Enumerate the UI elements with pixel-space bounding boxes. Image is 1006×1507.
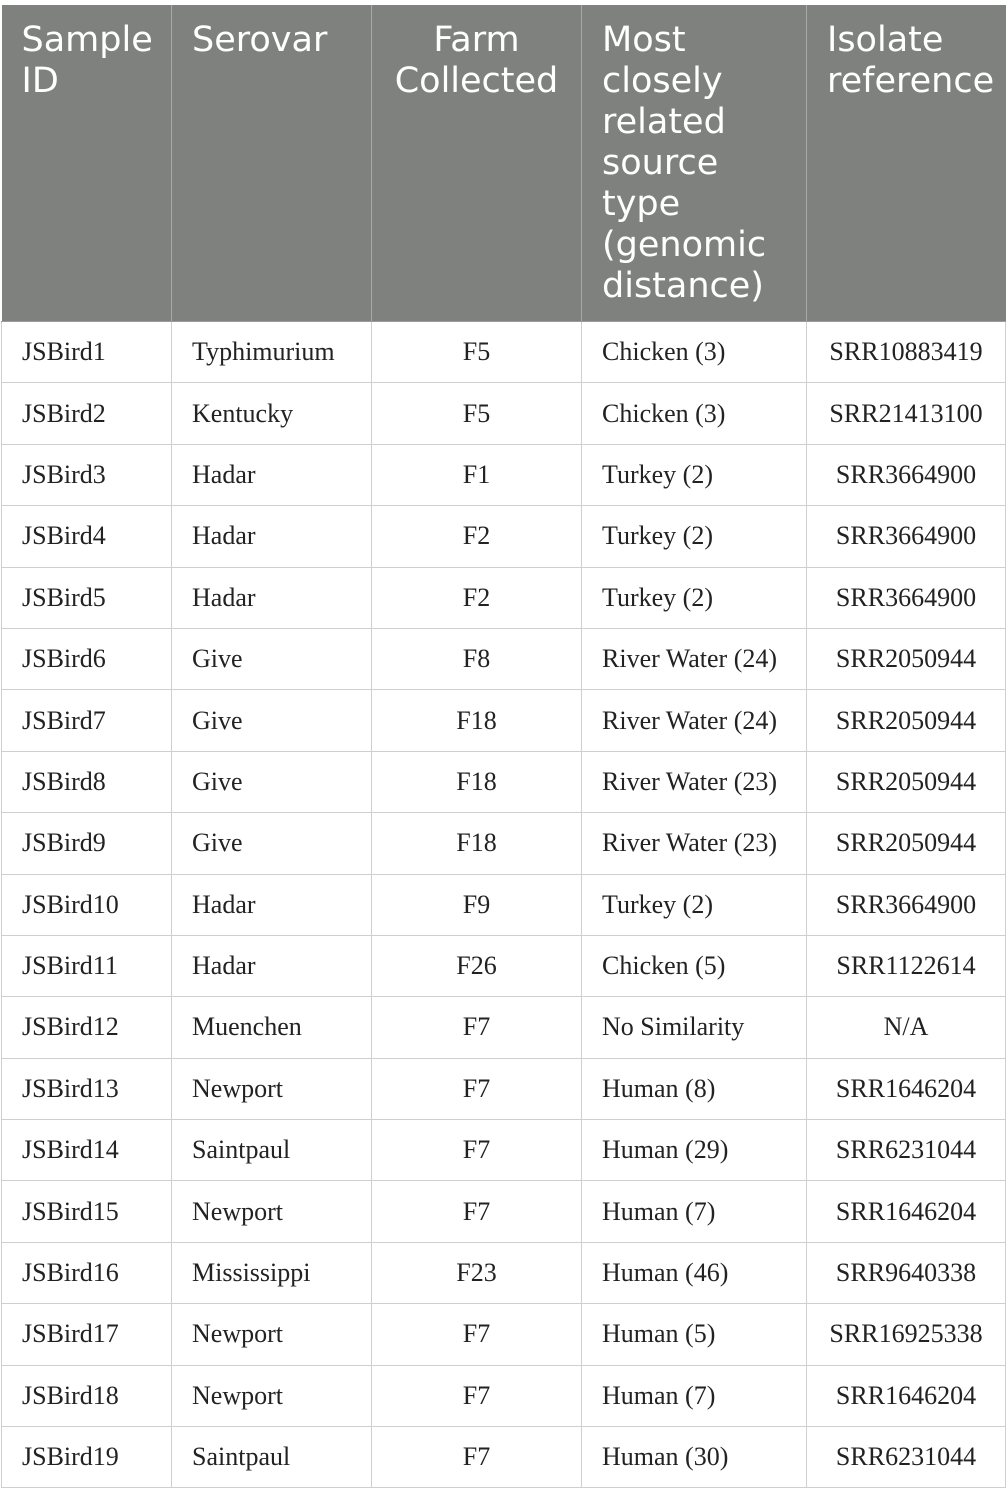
header-farm-collected: Farm Collected	[372, 5, 582, 322]
isolate-reference-cell: SRR10883419	[807, 322, 1006, 383]
farm-cell: F18	[372, 751, 582, 812]
farm-cell: F8	[372, 628, 582, 689]
serovar-cell: Typhimurium	[172, 322, 372, 383]
serovar-cell: Give	[172, 751, 372, 812]
header-isolate-reference: Isolate reference	[807, 5, 1006, 322]
isolate-reference-cell: SRR1122614	[807, 935, 1006, 996]
isolate-reference-cell: SRR1646204	[807, 1058, 1006, 1119]
isolate-reference-cell: N/A	[807, 997, 1006, 1058]
farm-cell: F7	[372, 1058, 582, 1119]
isolate-reference-cell: SRR2050944	[807, 751, 1006, 812]
sample-id-cell: JSBird17	[2, 1304, 172, 1365]
isolate-table	[1, 5, 1006, 1488]
source-type-cell: No Similarity	[582, 997, 807, 1058]
sample-id-cell: JSBird3	[2, 444, 172, 505]
farm-cell: F9	[372, 874, 582, 935]
serovar-cell: Give	[172, 628, 372, 689]
header-row	[2, 5, 1006, 322]
sample-id-cell: JSBird2	[2, 383, 172, 444]
isolate-reference-cell: SRR2050944	[807, 690, 1006, 751]
table-row	[2, 444, 1006, 505]
sample-id-cell: JSBird1	[2, 322, 172, 383]
sample-id-cell: JSBird13	[2, 1058, 172, 1119]
isolate-reference-cell: SRR3664900	[807, 506, 1006, 567]
serovar-cell: Newport	[172, 1365, 372, 1426]
sample-id-cell: JSBird11	[2, 935, 172, 996]
farm-cell: F7	[372, 1120, 582, 1181]
sample-id-cell: JSBird4	[2, 506, 172, 567]
sample-id-cell: JSBird18	[2, 1365, 172, 1426]
sample-id-cell: JSBird14	[2, 1120, 172, 1181]
serovar-cell: Kentucky	[172, 383, 372, 444]
source-type-cell: Human (7)	[582, 1365, 807, 1426]
table-row	[2, 935, 1006, 996]
table-row	[2, 383, 1006, 444]
table-row	[2, 1242, 1006, 1303]
serovar-cell: Hadar	[172, 506, 372, 567]
source-type-cell: Turkey (2)	[582, 444, 807, 505]
isolate-reference-cell: SRR21413100	[807, 383, 1006, 444]
sample-id-cell: JSBird15	[2, 1181, 172, 1242]
sample-id-cell: JSBird10	[2, 874, 172, 935]
serovar-cell: Hadar	[172, 935, 372, 996]
source-type-cell: Human (30)	[582, 1427, 807, 1488]
table-row	[2, 997, 1006, 1058]
isolate-reference-cell: SRR3664900	[807, 874, 1006, 935]
farm-cell: F5	[372, 383, 582, 444]
farm-cell: F1	[372, 444, 582, 505]
isolate-reference-cell: SRR1646204	[807, 1181, 1006, 1242]
sample-id-cell: JSBird5	[2, 567, 172, 628]
farm-cell: F7	[372, 1304, 582, 1365]
source-type-cell: Chicken (5)	[582, 935, 807, 996]
table-body	[2, 322, 1006, 1488]
sample-id-cell: JSBird12	[2, 997, 172, 1058]
source-type-cell: River Water (23)	[582, 751, 807, 812]
serovar-cell: Newport	[172, 1181, 372, 1242]
source-type-cell: Turkey (2)	[582, 874, 807, 935]
table-row	[2, 1181, 1006, 1242]
sample-id-cell: JSBird19	[2, 1427, 172, 1488]
serovar-cell: Muenchen	[172, 997, 372, 1058]
table-row	[2, 628, 1006, 689]
table-row	[2, 322, 1006, 383]
header-source-type: Most closely related source type (genomic distance)	[582, 5, 807, 322]
table-row	[2, 567, 1006, 628]
isolate-reference-cell: SRR3664900	[807, 444, 1006, 505]
sample-id-cell: JSBird6	[2, 628, 172, 689]
serovar-cell: Hadar	[172, 444, 372, 505]
source-type-cell: Human (8)	[582, 1058, 807, 1119]
source-type-cell: Human (29)	[582, 1120, 807, 1181]
farm-cell: F26	[372, 935, 582, 996]
table-row	[2, 690, 1006, 751]
isolate-reference-cell: SRR16925338	[807, 1304, 1006, 1365]
isolate-reference-cell: SRR2050944	[807, 628, 1006, 689]
serovar-cell: Saintpaul	[172, 1427, 372, 1488]
serovar-cell: Give	[172, 690, 372, 751]
table-row	[2, 813, 1006, 874]
serovar-cell: Newport	[172, 1058, 372, 1119]
source-type-cell: Turkey (2)	[582, 506, 807, 567]
table-row	[2, 1365, 1006, 1426]
sample-id-cell: JSBird16	[2, 1242, 172, 1303]
farm-cell: F2	[372, 567, 582, 628]
table-header	[2, 5, 1006, 322]
header-sample-id: Sample ID	[2, 5, 172, 322]
serovar-cell: Hadar	[172, 874, 372, 935]
isolate-reference-cell: SRR1646204	[807, 1365, 1006, 1426]
table-row	[2, 1120, 1006, 1181]
farm-cell: F18	[372, 690, 582, 751]
serovar-cell: Newport	[172, 1304, 372, 1365]
isolate-reference-cell: SRR6231044	[807, 1427, 1006, 1488]
sample-id-cell: JSBird9	[2, 813, 172, 874]
source-type-cell: Chicken (3)	[582, 383, 807, 444]
source-type-cell: River Water (23)	[582, 813, 807, 874]
farm-cell: F7	[372, 1365, 582, 1426]
serovar-cell: Saintpaul	[172, 1120, 372, 1181]
farm-cell: F7	[372, 1181, 582, 1242]
source-type-cell: Turkey (2)	[582, 567, 807, 628]
isolate-reference-cell: SRR6231044	[807, 1120, 1006, 1181]
table-row	[2, 751, 1006, 812]
isolate-reference-cell: SRR9640338	[807, 1242, 1006, 1303]
farm-cell: F7	[372, 997, 582, 1058]
farm-cell: F5	[372, 322, 582, 383]
table-row	[2, 1304, 1006, 1365]
source-type-cell: Human (5)	[582, 1304, 807, 1365]
farm-cell: F23	[372, 1242, 582, 1303]
farm-cell: F7	[372, 1427, 582, 1488]
isolate-reference-cell: SRR2050944	[807, 813, 1006, 874]
source-type-cell: Human (46)	[582, 1242, 807, 1303]
isolate-reference-cell: SRR3664900	[807, 567, 1006, 628]
source-type-cell: River Water (24)	[582, 690, 807, 751]
table-row	[2, 874, 1006, 935]
serovar-cell: Hadar	[172, 567, 372, 628]
source-type-cell: Chicken (3)	[582, 322, 807, 383]
sample-id-cell: JSBird7	[2, 690, 172, 751]
farm-cell: F18	[372, 813, 582, 874]
source-type-cell: River Water (24)	[582, 628, 807, 689]
sample-id-cell: JSBird8	[2, 751, 172, 812]
serovar-cell: Mississippi	[172, 1242, 372, 1303]
table-row	[2, 1058, 1006, 1119]
farm-cell: F2	[372, 506, 582, 567]
table-row	[2, 506, 1006, 567]
source-type-cell: Human (7)	[582, 1181, 807, 1242]
header-serovar: Serovar	[172, 5, 372, 322]
serovar-cell: Give	[172, 813, 372, 874]
table-row	[2, 1427, 1006, 1488]
